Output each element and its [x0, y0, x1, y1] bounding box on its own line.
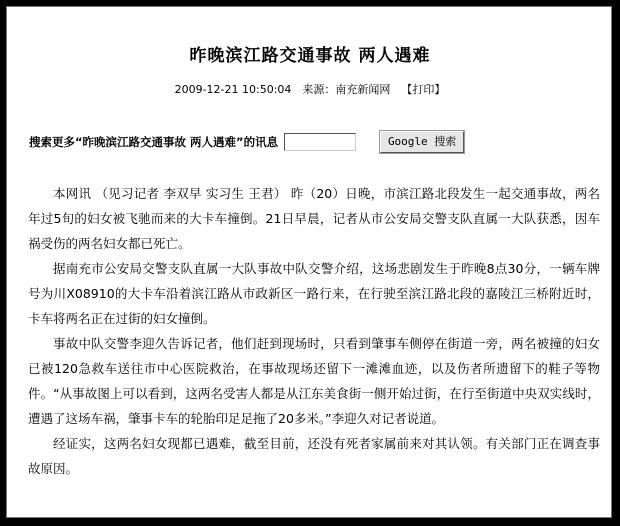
article-paragraph: 据南充市公安局交警支队直属一大队事故中队交警介绍，这场悲剧发生于昨晚8点30分，一辆车牌号为川X08910的大卡车沿着滨江路从市政新区一路行来，在行驶至滨江路北段的嘉陵江三桥附近时，卡车将两名正在过街的妇女撞倒。 [28, 261, 600, 326]
article-meta [7, 81, 613, 97]
article-page [6, 6, 612, 518]
article-title: 昨晚滨江路交通事故 两人遇难 [189, 46, 431, 66]
publish-datetime: 2009-12-21 10:50:04 [174, 83, 292, 96]
article-paragraph: 事故中队交警李迎久告诉记者，他们赶到现场时，只看到肇事车侧停在街道一旁，两名被撞的妇女已被120急救车送往市中心医院救治，在事故现场还留下一滩滩血迹，以及伤者所遗留下的鞋子等物件。“从事故图上可以看到，这两名受害人都是从江东美食街一侧开始过街，在行至街道中央双实线时，遭遇了这场车祸，肇事卡车的轮胎印足足拖了20多米。”李迎久对记者说道。 [28, 336, 600, 426]
article-paragraph: 本网讯 （见习记者 李双早 实习生 王君） 昨（20）日晚，市滨江路北段发生一起交通事故，两名年过5旬的妇女被飞驰而来的大卡车撞倒。21日早晨，记者从市公安局交警支队直属一大队获悉，因车祸受伤的两名妇女都已死亡。 [28, 186, 600, 251]
article-paragraph: 经证实，这两名妇女现都已遇难，截至目前，还没有死者家属前来对其认领。有关部门正在调查事故原因。 [28, 436, 600, 476]
article-body [28, 181, 600, 481]
search-more-label: 搜索更多“昨晚滨江路交通事故 两人遇难”的讯息 [29, 135, 279, 149]
article-source: 来源：南充新闻网 [302, 83, 391, 96]
search-input[interactable] [284, 133, 356, 151]
google-search-button[interactable]: Google 搜索 [380, 131, 464, 153]
print-link[interactable]: 【打印】 [401, 83, 446, 96]
search-more-form [29, 131, 464, 153]
